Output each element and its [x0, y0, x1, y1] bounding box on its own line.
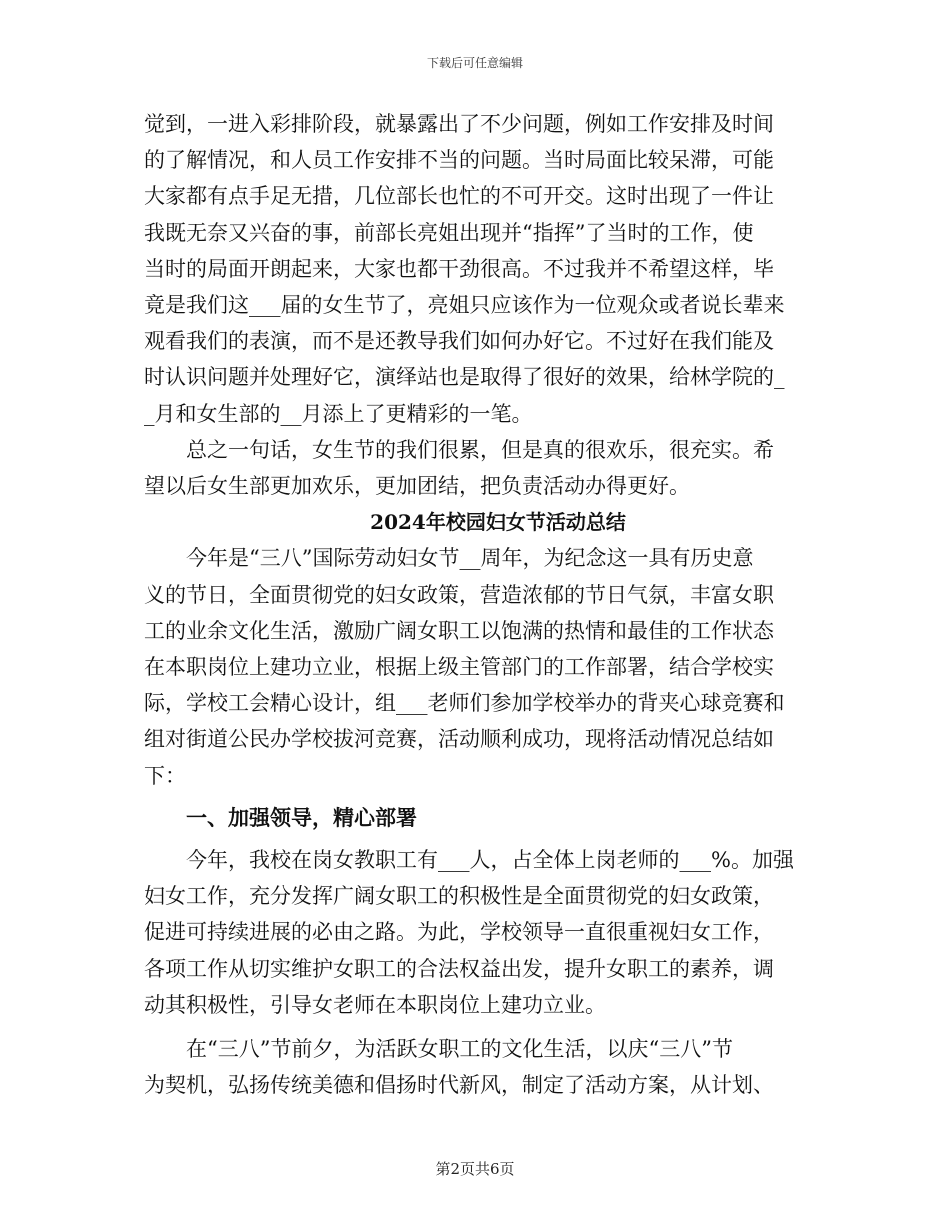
text-line: 总之一句话，女生节的我们很累，但是真的很欢乐，很充实。希	[186, 437, 774, 462]
text-line: 各项工作从切实维护女职工的合法权益出发，提升女职工的素养，调	[144, 956, 774, 981]
paragraph-leadership	[144, 842, 812, 1023]
page-number: 第2页共6页	[435, 1160, 515, 1178]
text-line: 今年是“三八”国际劳动妇女节__周年，为纪念这一具有历史意	[186, 546, 754, 571]
text-line: 在“三八”节前夕，为活跃女职工的文化生活，以庆“三八”节	[186, 1037, 733, 1062]
text-line: 义的节日，全面贯彻党的妇女政策，营造浓郁的节日气氛，丰富女职	[144, 582, 774, 607]
text-line: 今年，我校在岗女教职工有___人，占全体上岗老师的___%。加强	[186, 848, 794, 873]
text-line: 妇女工作，充分发挥广阔女职工的积极性是全面贯彻党的妇女政策，	[144, 884, 774, 909]
text-line: 时认识问题并处理好它，演绎站也是取得了很好的效果，给林学院的_	[144, 365, 785, 390]
paragraph-activities	[144, 1031, 812, 1103]
text-line: 促进可持续进展的必由之路。为此，学校领导一直很重视妇女工作，	[144, 920, 774, 945]
text-line: 觉到，一进入彩排阶段，就暴露出了不少问题，例如工作安排及时间	[144, 112, 774, 136]
text-line: _月和女生部的__月添上了更精彩的一笔。	[144, 401, 533, 426]
paragraph-conclusion	[144, 432, 812, 504]
text-line: 我既无奈又兴奋的事，前部长亮姐出现并“指挥”了当时的工作，使	[144, 220, 754, 245]
text-line: 组对街道公民办学校拔河竞赛，活动顺利成功，现将活动情况总结如	[144, 727, 774, 752]
text-line: 为契机，弘扬传统美德和倡扬时代新风，制定了活动方案，从计划、	[144, 1073, 774, 1098]
text-line: 动其积极性，引导女老师在本职岗位上建功立业。	[144, 992, 606, 1017]
text-line: 的了解情况，和人员工作安排不当的问题。当时局面比较呆滞，可能	[144, 148, 774, 173]
section-heading: 一、加强领导，精心部署	[186, 804, 417, 830]
text-line: 工的业余文化生活，激励广阔女职工以饱满的热情和最佳的工作状态	[144, 618, 774, 643]
document-title: 2024年校园妇女节活动总结	[370, 510, 626, 535]
paragraph-introduction	[144, 540, 812, 793]
text-line: 竟是我们这___届的女生节了，亮姐只应该作为一位观众或者说长辈来	[144, 293, 785, 318]
text-line: 观看我们的表演，而不是还教导我们如何办好它。不过好在我们能及	[144, 329, 774, 354]
document-body	[144, 106, 812, 1103]
text-line: 望以后女生部更加欢乐，更加团结，把负责活动办得更好。	[144, 474, 690, 499]
paragraph-rehearsal-review	[144, 106, 812, 432]
text-line: 大家都有点手足无措，几位部长也忙的不可开交。这时出现了一件让	[144, 184, 774, 209]
text-line: 在本职岗位上建功立业，根据上级主管部门的工作部署，结合学校实	[144, 655, 774, 680]
text-line: 际，学校工会精心设计，组___老师们参加学校举办的背夹心球竞赛和	[144, 691, 785, 716]
page-header: 下载后可任意编辑	[426, 56, 523, 70]
text-line: 下：	[144, 763, 186, 788]
text-line: 当时的局面开朗起来，大家也都干劲很高。不过我并不希望这样，毕	[144, 256, 774, 281]
